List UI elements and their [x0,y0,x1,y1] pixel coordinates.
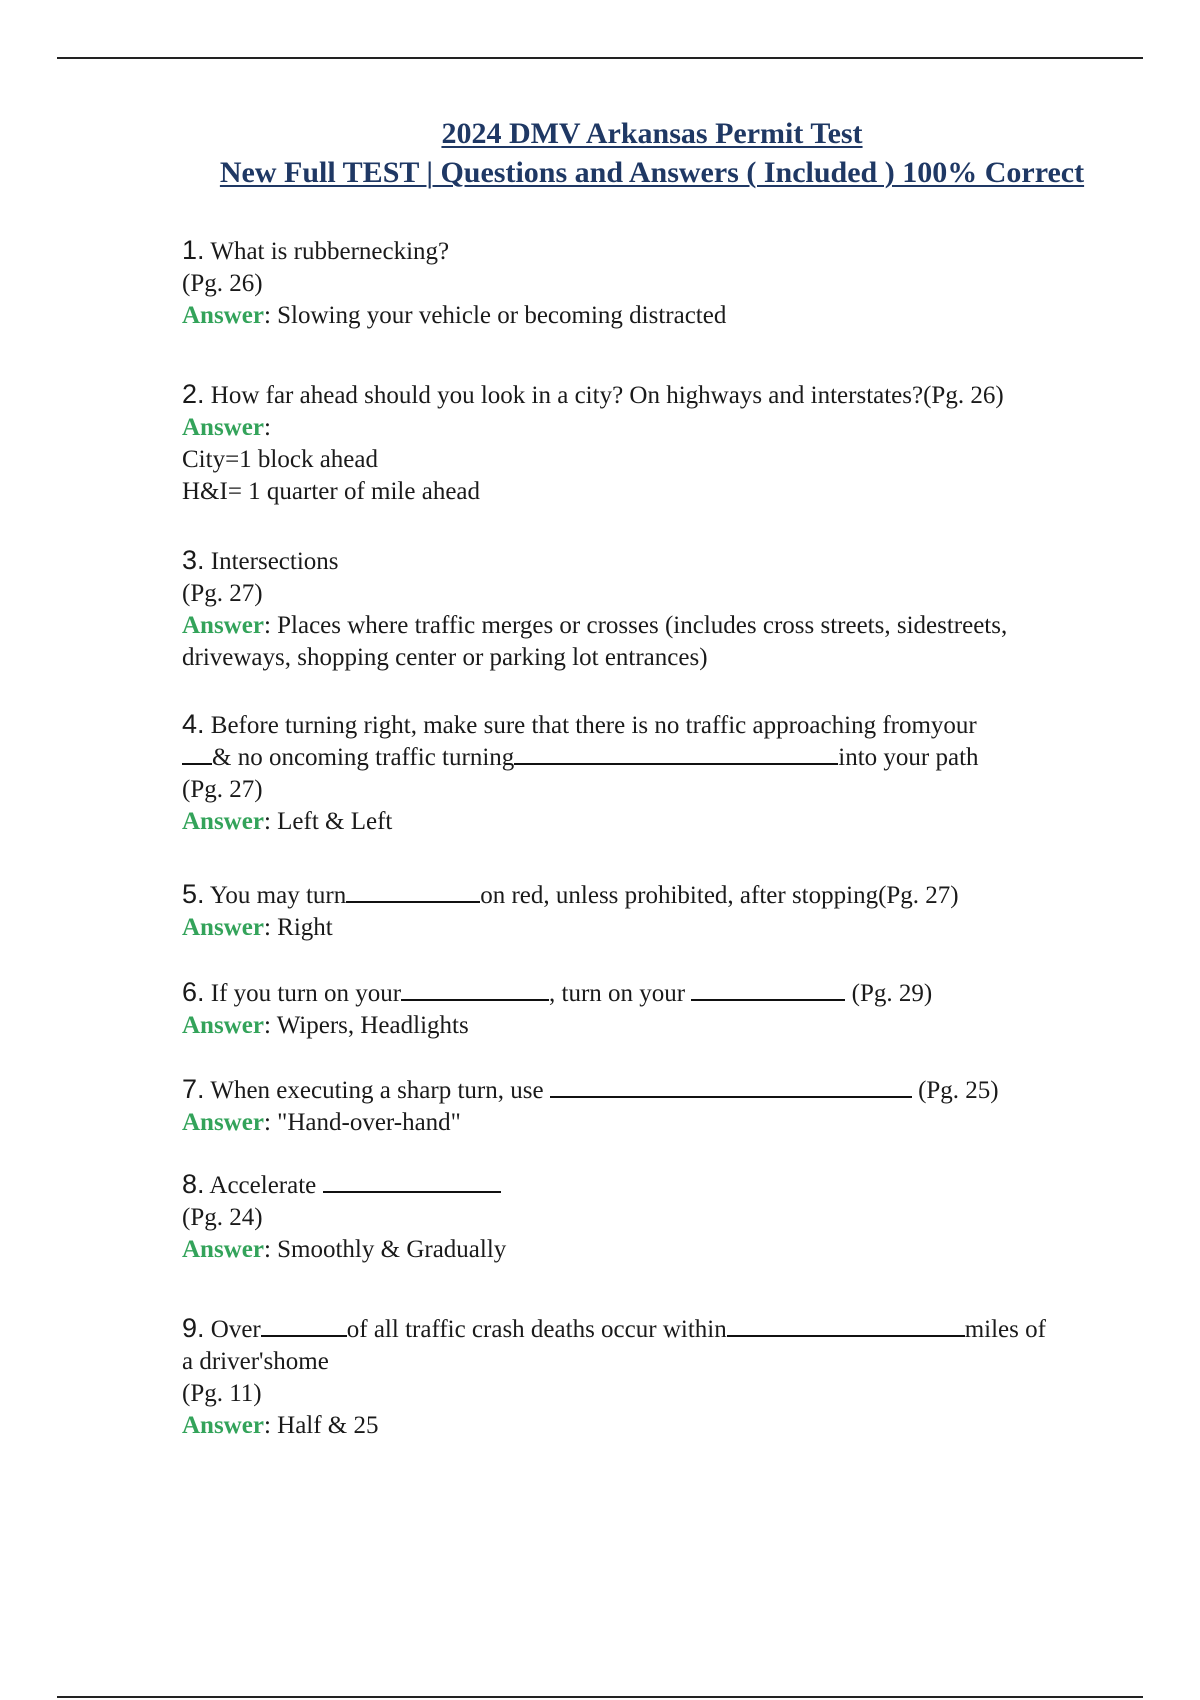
fill-in-blank [514,743,838,765]
question-text: Intersections [210,548,339,575]
answer-text: Left & Left [277,808,393,835]
answer-text: Wipers, Headlights [276,1012,469,1039]
answer-text: Places where traffic merges or crosses (includes cross streets, sidestreets, [277,612,1008,639]
question-text: of all traffic crash deaths occur within [346,1316,727,1343]
answer-label: Answer [182,414,264,441]
question-text: & no oncoming traffic turning [212,744,515,771]
question-number: 6. [182,977,205,1007]
question-number: 3. [182,545,205,575]
question-text: If you turn on your [210,980,402,1007]
question-text: Accelerate [209,1172,317,1199]
question-7: 7. When executing a sharp turn, use (Pg. 25) Answer: "Hand-over-hand" [182,1074,999,1136]
fill-in-blank [346,881,480,903]
answer-label: Answer [182,1109,264,1136]
answer-label: Answer [182,1012,264,1039]
question-text: into your path [838,744,979,771]
page-reference: (Pg. 24) [182,1204,263,1231]
fill-in-blank [691,979,845,1001]
answer-label: Answer [182,1236,264,1263]
question-text: Before turning right, make sure that there is no traffic approaching fromyour [210,712,977,739]
fill-in-blank [182,743,212,765]
answer-label: Answer [182,914,264,941]
question-number: 1. [182,235,205,265]
question-2: 2. How far ahead should you look in a city? On highways and interstates?(Pg. 26) Answer: City=1 block ahead H&I= 1 quarter of mile ahead [182,378,1132,508]
document-title [120,114,1184,192]
fill-in-blank [550,1076,912,1098]
question-number: 4. [182,709,205,739]
page-reference: (Pg. 26) [182,270,263,297]
question-text: What is rubbernecking? [210,238,450,265]
question-text: You may turn [209,882,347,909]
question-text: Over [210,1316,261,1343]
bottom-rule [57,1696,1143,1698]
question-text: on red, unless prohibited, after stopping(Pg. 27) [480,882,959,909]
question-number: 7. [182,1074,205,1104]
question-4: 4. Before turning right, make sure that there is no traffic approaching fromyour & no oncoming traffic turning into your path (Pg. 27) Answer: Left & Left [182,708,1132,838]
question-3: 3. Intersections (Pg. 27) Answer: Places where traffic merges or crosses (includes cross streets, sidestreets, driveways, shopping center or parking lot entrances) [182,544,1132,674]
answer-label: Answer [182,612,264,639]
question-number: 2. [182,379,205,409]
question-text: , turn on your [549,980,686,1007]
title-line-2: New Full TEST | Questions and Answers ( Included ) 100% Correct [219,156,1085,189]
question-8: 8. Accelerate (Pg. 24) Answer: Smoothly & Gradually [182,1168,1132,1266]
question-6: 6. If you turn on your , turn on your (Pg. 29) Answer: Wipers, Headlights [182,977,933,1039]
page-reference: (Pg. 11) [182,1380,262,1407]
question-text: miles of [964,1316,1046,1343]
answer-label: Answer [182,302,264,329]
question-number: 5. [182,879,205,909]
title-line-1: 2024 DMV Arkansas Permit Test [441,117,863,150]
fill-in-blank [323,1171,501,1193]
answer-text: Half & 25 [277,1412,379,1439]
answer-text: H&I= 1 quarter of mile ahead [182,478,481,505]
answer-label: Answer [182,1412,264,1439]
question-5: 5. You may turn on red, unless prohibited, after stopping(Pg. 27) Answer: Right [182,879,959,941]
question-text: When executing a sharp turn, use [210,1077,544,1104]
fill-in-blank [261,1315,347,1337]
question-9: 9. Over of all traffic crash deaths occur within miles of a driver'shome (Pg. 11) Answer: Half & 25 [182,1312,1122,1442]
answer-text: City=1 block ahead [182,446,378,473]
page-reference: (Pg. 29) [851,980,933,1007]
question-number: 9. [182,1313,205,1343]
answer-label: Answer [182,808,264,835]
question-text: a driver'shome [182,1348,329,1375]
fill-in-blank [727,1315,965,1337]
question-1: 1. What is rubbernecking? (Pg. 26) Answer: Slowing your vehicle or becoming distracted [182,234,1132,332]
page-reference: (Pg. 27) [182,776,263,803]
page-reference: (Pg. 27) [182,580,263,607]
question-number: 8. [182,1169,205,1199]
answer-text: Slowing your vehicle or becoming distracted [277,302,727,329]
answer-text: Right [277,914,333,941]
answer-text: driveways, shopping center or parking lot entrances) [182,644,708,671]
question-text: How far ahead should you look in a city? On highways and interstates?(Pg. 26) [210,382,1004,409]
fill-in-blank [401,979,549,1001]
answer-text: "Hand-over-hand" [277,1109,461,1136]
page-reference: (Pg. 25) [918,1077,999,1104]
top-rule [57,57,1143,59]
answer-text: Smoothly & Gradually [277,1236,507,1263]
